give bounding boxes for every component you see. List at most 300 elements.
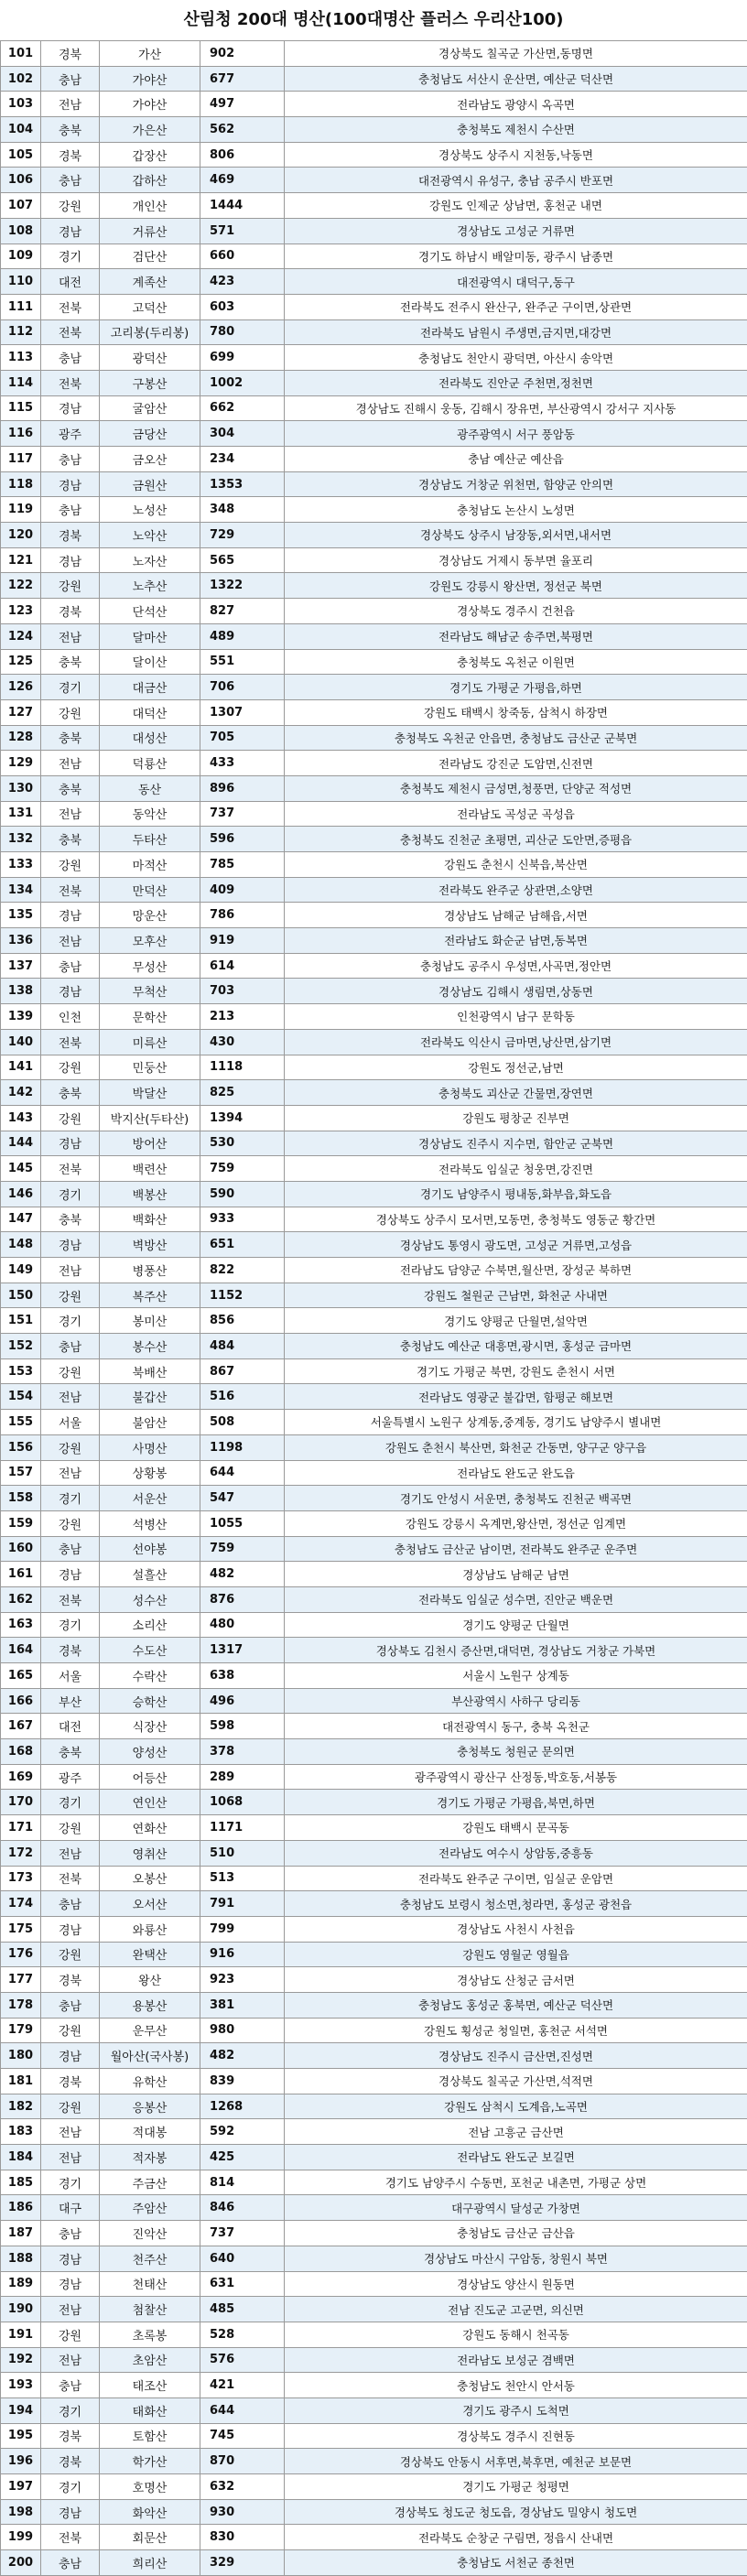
table-row <box>1 801 747 827</box>
region-cell: 충북 <box>41 827 100 852</box>
table-row <box>1 1434 747 1460</box>
region-cell: 경남 <box>41 2246 100 2271</box>
table-row <box>1 2474 747 2500</box>
height-cell: 644 <box>200 1460 285 1486</box>
mountain-name: 수락산 <box>100 1663 200 1689</box>
table-row <box>1 2069 747 2094</box>
location-cell: 충청남도 천안시 광덕면, 아산시 송악면 <box>285 345 747 371</box>
location-cell: 충청남도 서천군 종천면 <box>285 2550 747 2576</box>
row-number: 162 <box>1 1586 41 1612</box>
height-cell: 785 <box>200 852 285 878</box>
location-cell: 충남 예산군 예산읍 <box>285 447 747 472</box>
table-row <box>1 599 747 624</box>
mountain-name: 연인산 <box>100 1790 200 1815</box>
location-cell: 강원도 횡성군 청일면, 홍천군 서석면 <box>285 2018 747 2043</box>
height-cell: 827 <box>200 599 285 624</box>
mountain-name: 천주산 <box>100 2246 200 2271</box>
location-cell: 강원도 태백시 문곡동 <box>285 1815 747 1841</box>
table-row <box>1 294 747 319</box>
table-row <box>1 1308 747 1334</box>
mountain-name: 금오산 <box>100 447 200 472</box>
region-cell: 대전 <box>41 1714 100 1739</box>
table-row <box>1 1004 747 1030</box>
row-number: 152 <box>1 1334 41 1359</box>
table-row <box>1 1612 747 1638</box>
row-number: 181 <box>1 2069 41 2094</box>
region-cell: 충북 <box>41 117 100 143</box>
mountain-name: 태조산 <box>100 2373 200 2398</box>
mountain-name: 초록봉 <box>100 2322 200 2347</box>
location-cell: 전라남도 여수시 상암동,중흥동 <box>285 1840 747 1866</box>
height-cell: 304 <box>200 421 285 447</box>
row-number: 195 <box>1 2423 41 2449</box>
row-number: 129 <box>1 751 41 776</box>
location-cell: 경상북도 상주시 남장동,외서면,내서면 <box>285 523 747 548</box>
mountain-name: 영취산 <box>100 1840 200 1866</box>
height-cell: 786 <box>200 903 285 928</box>
height-cell: 234 <box>200 447 285 472</box>
height-cell: 759 <box>200 1536 285 1562</box>
region-cell: 경남 <box>41 2043 100 2069</box>
height-cell: 528 <box>200 2322 285 2347</box>
location-cell: 전라남도 담양군 수북면,월산면, 장성군 북하면 <box>285 1258 747 1283</box>
height-cell: 699 <box>200 345 285 371</box>
region-cell: 경기 <box>41 2170 100 2195</box>
location-cell: 경상남도 사천시 사천읍 <box>285 1916 747 1942</box>
height-cell: 705 <box>200 725 285 751</box>
region-cell: 경기 <box>41 675 100 700</box>
mountain-table <box>0 40 747 2576</box>
height-cell: 916 <box>200 1942 285 1967</box>
location-cell: 강원도 철원군 근남면, 화천군 사내면 <box>285 1283 747 1308</box>
location-cell: 전라북도 전주시 완산구, 완주군 구이면,상관면 <box>285 294 747 319</box>
mountain-name: 서운산 <box>100 1486 200 1511</box>
table-row <box>1 1029 747 1055</box>
region-cell: 경북 <box>41 2423 100 2449</box>
row-number: 139 <box>1 1004 41 1030</box>
row-number: 143 <box>1 1105 41 1131</box>
height-cell: 980 <box>200 2018 285 2043</box>
region-cell: 강원 <box>41 2018 100 2043</box>
row-number: 104 <box>1 117 41 143</box>
row-number: 145 <box>1 1156 41 1182</box>
region-cell: 경북 <box>41 41 100 67</box>
region-cell: 충북 <box>41 725 100 751</box>
table-row <box>1 345 747 371</box>
height-cell: 485 <box>200 2297 285 2322</box>
row-number: 179 <box>1 2018 41 2043</box>
location-cell: 전라북도 순창군 구림면, 정읍시 산내면 <box>285 2525 747 2550</box>
region-cell: 서울 <box>41 1663 100 1689</box>
table-row <box>1 928 747 954</box>
location-cell: 경상남도 진주시 지수면, 함안군 군북면 <box>285 1131 747 1156</box>
row-number: 196 <box>1 2449 41 2474</box>
location-cell: 경상남도 진해시 웅동, 김해시 장유면, 부산광역시 강서구 지사동 <box>285 395 747 421</box>
height-cell: 421 <box>200 2373 285 2398</box>
region-cell: 경기 <box>41 1181 100 1207</box>
table-row <box>1 218 747 244</box>
row-number: 148 <box>1 1232 41 1258</box>
region-cell: 전남 <box>41 2145 100 2170</box>
mountain-name: 굴암산 <box>100 395 200 421</box>
height-cell: 480 <box>200 1612 285 1638</box>
height-cell: 780 <box>200 319 285 345</box>
row-number: 156 <box>1 1434 41 1460</box>
region-cell: 충남 <box>41 345 100 371</box>
mountain-name: 박지산(두타산) <box>100 1105 200 1131</box>
mountain-name: 첨찰산 <box>100 2297 200 2322</box>
location-cell: 경기도 안성시 서운면, 충청북도 진천군 백곡면 <box>285 1486 747 1511</box>
table-row <box>1 1460 747 1486</box>
mountain-name: 석병산 <box>100 1510 200 1536</box>
region-cell: 강원 <box>41 699 100 725</box>
region-cell: 충북 <box>41 649 100 675</box>
height-cell: 1394 <box>200 1105 285 1131</box>
region-cell: 강원 <box>41 2094 100 2119</box>
location-cell: 전라북도 완주군 상관면,소양면 <box>285 877 747 903</box>
row-number: 175 <box>1 1916 41 1942</box>
height-cell: 513 <box>200 1866 285 1891</box>
mountain-name: 운무산 <box>100 2018 200 2043</box>
height-cell: 638 <box>200 1663 285 1689</box>
location-cell: 서울특별시 노원구 상계동,중계동, 경기도 남양주시 별내면 <box>285 1410 747 1435</box>
region-cell: 경북 <box>41 1638 100 1663</box>
table-row <box>1 497 747 523</box>
table-row <box>1 2373 747 2398</box>
row-number: 109 <box>1 244 41 269</box>
page-title: 산림청 200대 명산(100대명산 플러스 우리산100) <box>0 0 747 40</box>
table-row <box>1 2119 747 2145</box>
location-cell: 전남 고흥군 금산면 <box>285 2119 747 2145</box>
height-cell: 1055 <box>200 1510 285 1536</box>
location-cell: 경기도 남양주시 수동면, 포천군 내촌면, 가평군 상면 <box>285 2170 747 2195</box>
mountain-name: 선야봉 <box>100 1536 200 1562</box>
location-cell: 충청남도 금산군 남이면, 전라북도 완주군 운주면 <box>285 1536 747 1562</box>
region-cell: 경남 <box>41 1916 100 1942</box>
height-cell: 759 <box>200 1156 285 1182</box>
mountain-name: 주암산 <box>100 2195 200 2221</box>
height-cell: 923 <box>200 1967 285 1993</box>
location-cell: 경상북도 상주시 지천동,낙동면 <box>285 142 747 168</box>
table-row <box>1 395 747 421</box>
height-cell: 1198 <box>200 1434 285 1460</box>
height-cell: 1317 <box>200 1638 285 1663</box>
row-number: 155 <box>1 1410 41 1435</box>
mountain-name: 대금산 <box>100 675 200 700</box>
table-row <box>1 1739 747 1765</box>
height-cell: 551 <box>200 649 285 675</box>
location-cell: 전라남도 영광군 불갑면, 함평군 해보면 <box>285 1384 747 1410</box>
location-cell: 강원도 동해시 천곡동 <box>285 2322 747 2347</box>
mountain-name: 호명산 <box>100 2474 200 2500</box>
height-cell: 1322 <box>200 573 285 599</box>
table-row <box>1 2449 747 2474</box>
table-row <box>1 2043 747 2069</box>
height-cell: 1171 <box>200 1815 285 1841</box>
location-cell: 강원도 강릉시 옥계면,왕산면, 정선군 임계면 <box>285 1510 747 1536</box>
region-cell: 강원 <box>41 852 100 878</box>
location-cell: 충청남도 논산시 노성면 <box>285 497 747 523</box>
region-cell: 경남 <box>41 1562 100 1587</box>
row-number: 154 <box>1 1384 41 1410</box>
location-cell: 경기도 남양주시 평내동,화부읍,화도읍 <box>285 1181 747 1207</box>
height-cell: 825 <box>200 1080 285 1106</box>
location-cell: 강원도 춘천시 북산면, 화천군 간동면, 양구군 양구읍 <box>285 1434 747 1460</box>
height-cell: 806 <box>200 142 285 168</box>
row-number: 110 <box>1 269 41 295</box>
row-number: 153 <box>1 1358 41 1384</box>
mountain-name: 단석산 <box>100 599 200 624</box>
row-number: 150 <box>1 1283 41 1308</box>
location-cell: 경상남도 거창군 위천면, 함양군 안의면 <box>285 471 747 497</box>
height-cell: 329 <box>200 2550 285 2576</box>
region-cell: 전북 <box>41 877 100 903</box>
height-cell: 651 <box>200 1232 285 1258</box>
height-cell: 348 <box>200 497 285 523</box>
row-number: 192 <box>1 2347 41 2373</box>
mountain-name: 병풍산 <box>100 1258 200 1283</box>
mountain-name: 박달산 <box>100 1080 200 1106</box>
mountain-name: 고리봉(두리봉) <box>100 319 200 345</box>
row-number: 140 <box>1 1029 41 1055</box>
row-number: 198 <box>1 2499 41 2525</box>
table-row <box>1 319 747 345</box>
row-number: 160 <box>1 1536 41 1562</box>
location-cell: 강원도 인제군 상남면, 홍천군 내면 <box>285 193 747 219</box>
location-cell: 경상남도 남해군 남해읍,서면 <box>285 903 747 928</box>
table-row <box>1 547 747 573</box>
row-number: 121 <box>1 547 41 573</box>
row-number: 102 <box>1 66 41 92</box>
row-number: 188 <box>1 2246 41 2271</box>
mountain-name: 금원산 <box>100 471 200 497</box>
table-row <box>1 1586 747 1612</box>
location-cell: 경상남도 통영시 광도면, 고성군 거류면,고성읍 <box>285 1232 747 1258</box>
region-cell: 전남 <box>41 751 100 776</box>
height-cell: 603 <box>200 294 285 319</box>
location-cell: 광주광역시 서구 풍암동 <box>285 421 747 447</box>
table-row <box>1 2525 747 2550</box>
table-row <box>1 877 747 903</box>
mountain-name: 초암산 <box>100 2347 200 2373</box>
location-cell: 경상남도 진주시 금산면,진성면 <box>285 2043 747 2069</box>
table-row <box>1 1258 747 1283</box>
mountain-name: 사명산 <box>100 1434 200 1460</box>
mountain-name: 노자산 <box>100 547 200 573</box>
table-row <box>1 2094 747 2119</box>
region-cell: 충남 <box>41 953 100 979</box>
region-cell: 경기 <box>41 2474 100 2500</box>
region-cell: 전북 <box>41 1156 100 1182</box>
height-cell: 1444 <box>200 193 285 219</box>
location-cell: 전라남도 완도군 보길면 <box>285 2145 747 2170</box>
mountain-name: 대성산 <box>100 725 200 751</box>
height-cell: 482 <box>200 1562 285 1587</box>
mountain-name: 광덕산 <box>100 345 200 371</box>
height-cell: 565 <box>200 547 285 573</box>
location-cell: 경상북도 김천시 증산면,대덕면, 경상남도 거창군 가북면 <box>285 1638 747 1663</box>
location-cell: 경상북도 청도군 청도읍, 경상남도 밀양시 청도면 <box>285 2499 747 2525</box>
table-row <box>1 1410 747 1435</box>
height-cell: 660 <box>200 244 285 269</box>
row-number: 168 <box>1 1739 41 1765</box>
location-cell: 전라남도 광양시 옥곡면 <box>285 92 747 117</box>
region-cell: 전남 <box>41 2119 100 2145</box>
mountain-name: 모후산 <box>100 928 200 954</box>
height-cell: 902 <box>200 41 285 67</box>
region-cell: 전북 <box>41 370 100 395</box>
mountain-name: 벽방산 <box>100 1232 200 1258</box>
height-cell: 822 <box>200 1258 285 1283</box>
height-cell: 919 <box>200 928 285 954</box>
table-row <box>1 1562 747 1587</box>
row-number: 172 <box>1 1840 41 1866</box>
row-number: 103 <box>1 92 41 117</box>
row-number: 132 <box>1 827 41 852</box>
location-cell: 전라북도 임실군 청웅면,강진면 <box>285 1156 747 1182</box>
mountain-name: 불갑산 <box>100 1384 200 1410</box>
table-row <box>1 1384 747 1410</box>
row-number: 147 <box>1 1207 41 1232</box>
row-number: 141 <box>1 1055 41 1080</box>
height-cell: 596 <box>200 827 285 852</box>
location-cell: 경상북도 경주시 건천읍 <box>285 599 747 624</box>
table-row <box>1 447 747 472</box>
row-number: 127 <box>1 699 41 725</box>
region-cell: 강원 <box>41 1434 100 1460</box>
row-number: 182 <box>1 2094 41 2119</box>
table-row <box>1 1663 747 1689</box>
mountain-name: 거류산 <box>100 218 200 244</box>
row-number: 126 <box>1 675 41 700</box>
height-cell: 839 <box>200 2069 285 2094</box>
mountain-name: 오서산 <box>100 1891 200 1917</box>
row-number: 186 <box>1 2195 41 2221</box>
height-cell: 510 <box>200 1840 285 1866</box>
row-number: 173 <box>1 1866 41 1891</box>
location-cell: 충청북도 제천시 수산면 <box>285 117 747 143</box>
height-cell: 737 <box>200 2221 285 2246</box>
region-cell: 경남 <box>41 218 100 244</box>
row-number: 185 <box>1 2170 41 2195</box>
row-number: 115 <box>1 395 41 421</box>
mountain-name: 용봉산 <box>100 1992 200 2018</box>
mountain-name: 노추산 <box>100 573 200 599</box>
row-number: 122 <box>1 573 41 599</box>
table-row <box>1 1992 747 2018</box>
height-cell: 213 <box>200 1004 285 1030</box>
mountain-name: 가은산 <box>100 117 200 143</box>
region-cell: 대구 <box>41 2195 100 2221</box>
mountain-name: 가야산 <box>100 92 200 117</box>
location-cell: 경기도 하남시 배알미동, 광주시 남종면 <box>285 244 747 269</box>
region-cell: 충남 <box>41 2550 100 2576</box>
height-cell: 729 <box>200 523 285 548</box>
table-row <box>1 1486 747 1511</box>
mountain-name: 갑장산 <box>100 142 200 168</box>
table-row <box>1 244 747 269</box>
table-row <box>1 1714 747 1739</box>
location-cell: 경상남도 양산시 원동면 <box>285 2271 747 2297</box>
mountain-name: 노악산 <box>100 523 200 548</box>
location-cell: 충청남도 공주시 우성면,사곡면,정안면 <box>285 953 747 979</box>
table-row <box>1 573 747 599</box>
location-cell: 경상북도 경주시 진현동 <box>285 2423 747 2449</box>
mountain-name: 적자봉 <box>100 2145 200 2170</box>
row-number: 142 <box>1 1080 41 1106</box>
height-cell: 430 <box>200 1029 285 1055</box>
row-number: 133 <box>1 852 41 878</box>
location-cell: 충청남도 보령시 청소면,청라면, 홍성군 광천읍 <box>285 1891 747 1917</box>
location-cell: 경기도 양평군 단월면,설악면 <box>285 1308 747 1334</box>
table-row <box>1 623 747 649</box>
region-cell: 서울 <box>41 1410 100 1435</box>
location-cell: 충청남도 서산시 운산면, 예산군 덕산면 <box>285 66 747 92</box>
location-cell: 강원도 정선군,남면 <box>285 1055 747 1080</box>
table-row <box>1 370 747 395</box>
table-row <box>1 1334 747 1359</box>
location-cell: 전라남도 보성군 겸백면 <box>285 2347 747 2373</box>
table-row <box>1 2423 747 2449</box>
height-cell: 867 <box>200 1358 285 1384</box>
height-cell: 497 <box>200 92 285 117</box>
region-cell: 전북 <box>41 2525 100 2550</box>
region-cell: 전남 <box>41 1840 100 1866</box>
height-cell: 706 <box>200 675 285 700</box>
row-number: 176 <box>1 1942 41 1967</box>
height-cell: 508 <box>200 1410 285 1435</box>
table-row <box>1 1891 747 1917</box>
table-row <box>1 41 747 67</box>
mountain-name: 만덕산 <box>100 877 200 903</box>
table-row <box>1 2246 747 2271</box>
region-cell: 경남 <box>41 1131 100 1156</box>
row-number: 130 <box>1 775 41 801</box>
region-cell: 경북 <box>41 2069 100 2094</box>
location-cell: 경상북도 안동시 서후면,북후면, 예천군 보문면 <box>285 2449 747 2474</box>
row-number: 118 <box>1 471 41 497</box>
table-row <box>1 471 747 497</box>
location-cell: 강원도 삼척시 도계읍,노곡면 <box>285 2094 747 2119</box>
table-row <box>1 1764 747 1790</box>
location-cell: 경상남도 마산시 구암동, 창원시 북면 <box>285 2246 747 2271</box>
height-cell: 876 <box>200 1586 285 1612</box>
row-number: 113 <box>1 345 41 371</box>
region-cell: 충남 <box>41 1334 100 1359</box>
row-number: 163 <box>1 1612 41 1638</box>
region-cell: 전북 <box>41 1029 100 1055</box>
location-cell: 충청북도 옥천군 이원면 <box>285 649 747 675</box>
region-cell: 경기 <box>41 1486 100 1511</box>
location-cell: 전라남도 완도군 완도읍 <box>285 1460 747 1486</box>
height-cell: 703 <box>200 979 285 1004</box>
region-cell: 전남 <box>41 2297 100 2322</box>
row-number: 131 <box>1 801 41 827</box>
height-cell: 644 <box>200 2397 285 2423</box>
region-cell: 전남 <box>41 92 100 117</box>
height-cell: 423 <box>200 269 285 295</box>
mountain-name: 수도산 <box>100 1638 200 1663</box>
region-cell: 전남 <box>41 1258 100 1283</box>
region-cell: 광주 <box>41 1764 100 1790</box>
height-cell: 631 <box>200 2271 285 2297</box>
region-cell: 경남 <box>41 395 100 421</box>
height-cell: 590 <box>200 1181 285 1207</box>
mountain-name: 와룡산 <box>100 1916 200 1942</box>
region-cell: 대전 <box>41 269 100 295</box>
table-row <box>1 649 747 675</box>
mountain-name: 성수산 <box>100 1586 200 1612</box>
